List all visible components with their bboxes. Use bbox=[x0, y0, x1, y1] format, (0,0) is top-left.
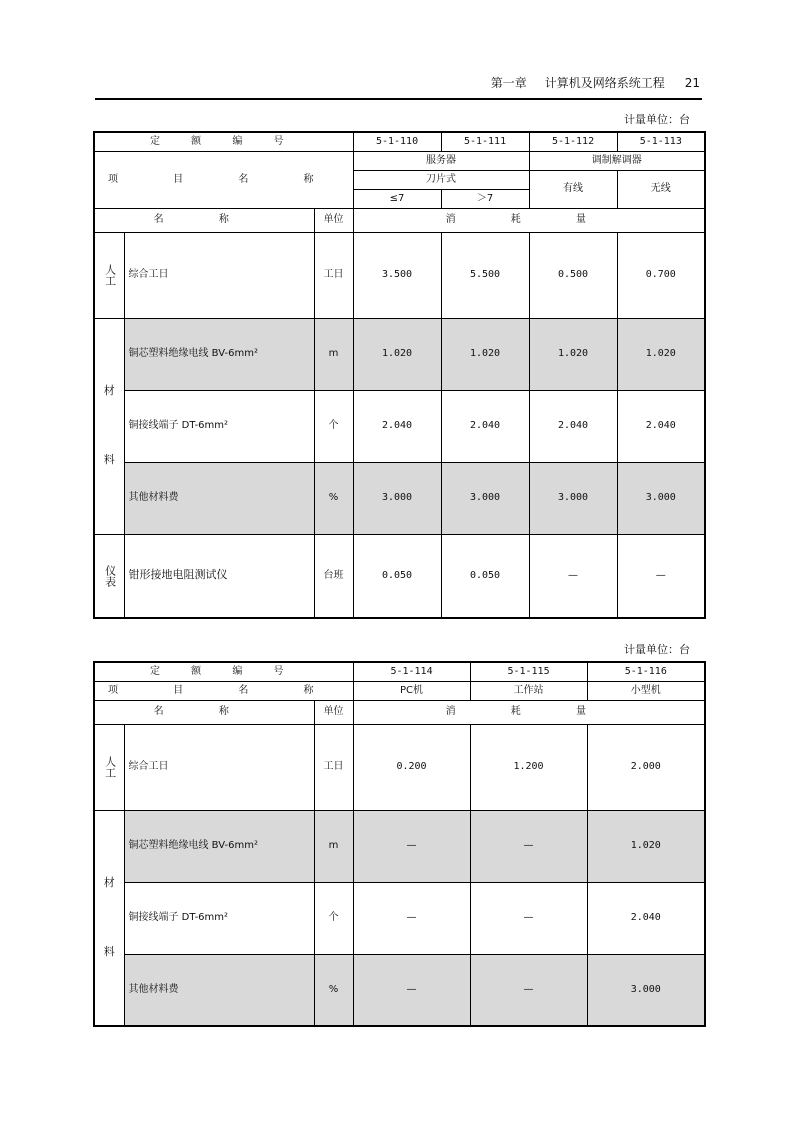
table-row bbox=[94, 151, 705, 170]
table-row bbox=[94, 662, 705, 681]
item-unit: m bbox=[314, 318, 353, 390]
quota-code: 5-1-115 bbox=[470, 662, 587, 681]
subgroup-blade: 刀片式 bbox=[353, 170, 529, 189]
col-minicomputer: 小型机 bbox=[587, 681, 705, 700]
item-unit: % bbox=[314, 462, 353, 534]
value-cell: 0.700 bbox=[617, 232, 705, 318]
table-row bbox=[94, 954, 705, 1026]
col-workstation: 工作站 bbox=[470, 681, 587, 700]
item-name-label: 项 目 名 称 bbox=[94, 151, 353, 208]
quota-number-label: 定 额 编 号 bbox=[94, 662, 353, 681]
item-unit: 个 bbox=[314, 882, 353, 954]
name-col-label: 名 称 bbox=[94, 208, 314, 232]
value-cell: 1.200 bbox=[470, 724, 587, 810]
value-cell: 0.050 bbox=[441, 534, 529, 618]
category-material bbox=[94, 318, 124, 534]
unit-col-label: 单位 bbox=[314, 208, 353, 232]
quota-table-2 bbox=[93, 661, 706, 1027]
item-unit: 工日 bbox=[314, 232, 353, 318]
category-labor: 人工 bbox=[94, 232, 124, 318]
table-row bbox=[94, 318, 705, 390]
chapter-title: 计算机及网络系统工程 bbox=[544, 76, 665, 90]
value-cell: 1.020 bbox=[441, 318, 529, 390]
value-cell: — bbox=[353, 882, 470, 954]
item-name: 铜芯塑料绝缘电线 BV-6mm² bbox=[124, 318, 314, 390]
value-cell: 2.000 bbox=[587, 724, 705, 810]
value-cell: 1.020 bbox=[617, 318, 705, 390]
name-col-label: 名 称 bbox=[94, 700, 314, 724]
consumption-label: 消 耗 量 bbox=[353, 700, 705, 724]
table-row bbox=[94, 882, 705, 954]
value-cell: — bbox=[470, 882, 587, 954]
category-instrument: 仪表 bbox=[94, 534, 124, 618]
page-number: 21 bbox=[684, 76, 700, 90]
value-cell: — bbox=[470, 954, 587, 1026]
value-cell: 2.040 bbox=[587, 882, 705, 954]
category-material-char: 材 bbox=[103, 384, 115, 398]
quota-code: 5-1-116 bbox=[587, 662, 705, 681]
value-cell: — bbox=[353, 954, 470, 1026]
quota-code: 5-1-111 bbox=[441, 132, 529, 151]
col-wireless: 无线 bbox=[617, 170, 705, 208]
value-cell: 2.040 bbox=[441, 390, 529, 462]
table-row bbox=[94, 390, 705, 462]
table-row bbox=[94, 462, 705, 534]
table-row bbox=[94, 208, 705, 232]
item-unit: 工日 bbox=[314, 724, 353, 810]
value-cell: 3.000 bbox=[587, 954, 705, 1026]
quota-code: 5-1-110 bbox=[353, 132, 441, 151]
unit-col-label: 单位 bbox=[314, 700, 353, 724]
unit-label-1: 计量单位：台 bbox=[624, 113, 690, 126]
quota-table-1 bbox=[93, 131, 706, 619]
quota-code: 5-1-114 bbox=[353, 662, 470, 681]
item-unit: 个 bbox=[314, 390, 353, 462]
page-header bbox=[95, 74, 702, 100]
value-cell: 2.040 bbox=[353, 390, 441, 462]
item-name: 其他材料费 bbox=[124, 954, 314, 1026]
item-unit: m bbox=[314, 810, 353, 882]
value-cell: — bbox=[529, 534, 617, 618]
value-cell: — bbox=[470, 810, 587, 882]
col-wired: 有线 bbox=[529, 170, 617, 208]
category-material-char: 料 bbox=[103, 944, 115, 958]
value-cell: 3.500 bbox=[353, 232, 441, 318]
consumption-label: 消 耗 量 bbox=[353, 208, 705, 232]
table-row bbox=[94, 724, 705, 810]
table-row bbox=[94, 534, 705, 618]
quota-number-label: 定 额 编 号 bbox=[94, 132, 353, 151]
value-cell: 3.000 bbox=[529, 462, 617, 534]
category-material-char: 料 bbox=[103, 453, 115, 466]
category-material bbox=[94, 810, 124, 1026]
value-cell: 0.500 bbox=[529, 232, 617, 318]
value-cell: 1.020 bbox=[587, 810, 705, 882]
quota-code: 5-1-112 bbox=[529, 132, 617, 151]
chapter-number: 第一章 bbox=[490, 76, 527, 90]
value-cell: 1.020 bbox=[529, 318, 617, 390]
item-name: 综合工日 bbox=[124, 724, 314, 810]
value-cell: 3.000 bbox=[617, 462, 705, 534]
item-name-label: 项 目 名 称 bbox=[94, 681, 353, 700]
value-cell: — bbox=[617, 534, 705, 618]
table-row bbox=[94, 132, 705, 151]
value-cell: 3.000 bbox=[441, 462, 529, 534]
item-name: 综合工日 bbox=[124, 232, 314, 318]
table-row bbox=[94, 232, 705, 318]
category-labor: 人工 bbox=[94, 724, 124, 810]
table-row bbox=[94, 810, 705, 882]
value-cell: 2.040 bbox=[529, 390, 617, 462]
item-unit: 台班 bbox=[314, 534, 353, 618]
group-modem: 调制解调器 bbox=[529, 151, 705, 170]
group-server: 服务器 bbox=[353, 151, 529, 170]
item-name: 铜芯塑料绝缘电线 BV-6mm² bbox=[124, 810, 314, 882]
col-pc: PC机 bbox=[353, 681, 470, 700]
item-name: 其他材料费 bbox=[124, 462, 314, 534]
category-material-char: 材 bbox=[103, 876, 115, 890]
col-le7: ≤7 bbox=[353, 189, 441, 208]
value-cell: 0.050 bbox=[353, 534, 441, 618]
quota-code: 5-1-113 bbox=[617, 132, 705, 151]
col-gt7: ＞7 bbox=[441, 189, 529, 208]
value-cell: 5.500 bbox=[441, 232, 529, 318]
item-name: 铜接线端子 DT-6mm² bbox=[124, 882, 314, 954]
item-name: 铜接线端子 DT-6mm² bbox=[124, 390, 314, 462]
value-cell: 0.200 bbox=[353, 724, 470, 810]
value-cell: — bbox=[353, 810, 470, 882]
item-name: 钳形接地电阻测试仪 bbox=[124, 534, 314, 618]
item-unit: % bbox=[314, 954, 353, 1026]
unit-label-2: 计量单位：台 bbox=[624, 643, 690, 656]
value-cell: 3.000 bbox=[353, 462, 441, 534]
table-row bbox=[94, 700, 705, 724]
table-row bbox=[94, 681, 705, 700]
value-cell: 2.040 bbox=[617, 390, 705, 462]
value-cell: 1.020 bbox=[353, 318, 441, 390]
